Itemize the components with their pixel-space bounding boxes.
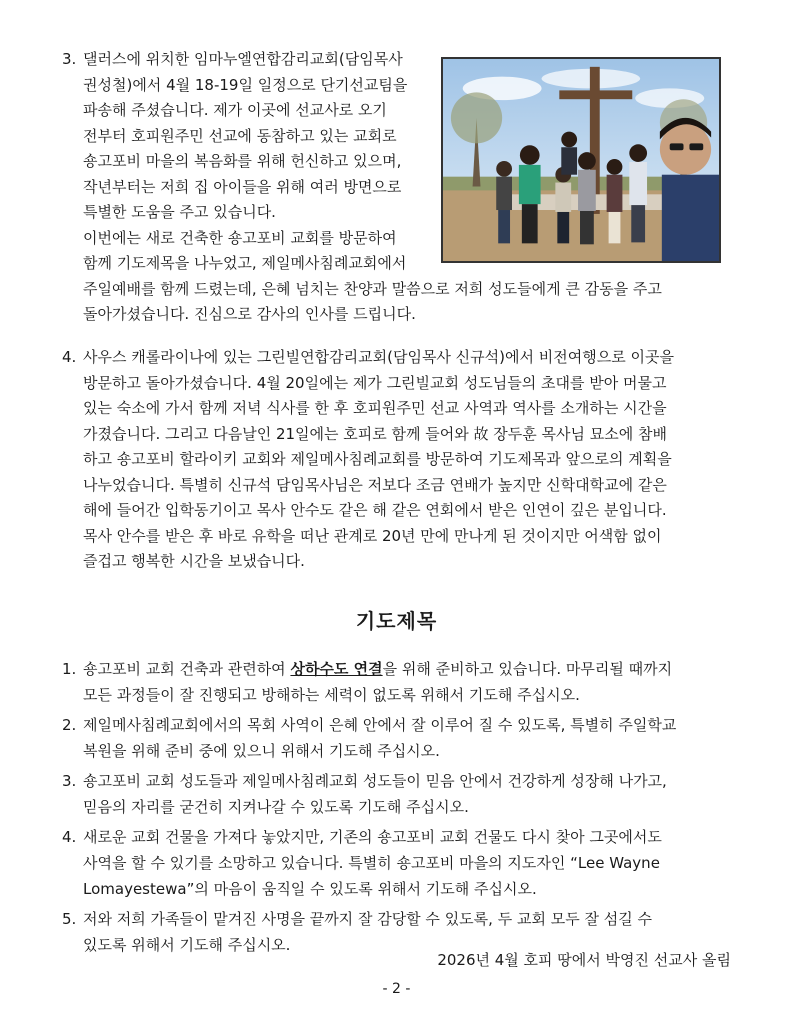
news-item-3-line: 숑고포비 마을의 복음화를 위해 헌신하고 있으며, bbox=[83, 152, 402, 170]
news-item-4-line: 가졌습니다. 그리고 다음날인 21일에는 호피로 함께 들어와 故 장두훈 목사님 묘소에 참배 bbox=[83, 424, 667, 443]
news-item-3-line: 돌아가셨습니다. 진심으로 감사의 인사를 드립니다. bbox=[83, 305, 416, 323]
prayer-item: 2. 제일메사침례교회에서의 목회 사역이 은혜 안에서 잘 이루어 질 수 있도록, 특별히 주일학교 복원을 위해 준비 중에 있으니 위해서 기도해 주십시오. bbox=[62, 712, 734, 764]
page-number: - 2 - bbox=[382, 981, 411, 997]
prayer-item: 4. 새로운 교회 건물을 가져다 놓았지만, 기존의 숑고포비 교회 건물도 다시 찾아 그곳에서도 사역을 할 수 있기를 소망하고 있습니다. 특별히 숑고포비 마을의 지도자인 “Lee Wayne Lomayestewa”의 마음이 움직일 수 있도록 위해서 기도해 주십시오. bbox=[62, 824, 734, 902]
news-item-4-line: 해에 들어간 입학동기이고 목사 안수도 같은 해 같은 연회에서 받은 인연이 깊은 분입니다. bbox=[83, 501, 667, 519]
prayer-item: 1. 숑고포비 교회 건축과 관련하여 상하수도 연결을 위해 준비하고 있습니다. 마무리될 때까지 모든 과정들이 잘 진행되고 방해하는 세력이 없도록 위해서 기도해 주십시오. bbox=[62, 656, 734, 708]
news-item-4-line: 나누었습니다. 특별히 신규석 담임목사님은 저보다 조금 연배가 높지만 신학대학교에 같은 bbox=[83, 475, 667, 494]
prayer-list bbox=[62, 656, 734, 962]
prayer-number: 4. bbox=[62, 828, 77, 846]
news-item-3-line: 특별한 도움을 주고 있습니다. bbox=[83, 203, 276, 221]
news-item-3-line: 권성철)에서 4월 18-19일 일정으로 단기선교팀을 bbox=[83, 75, 408, 94]
news-item-3-line: 함께 기도제목을 나누었고, 제일메사침례교회에서 bbox=[83, 254, 407, 272]
prayer-section-title: 기도제목 bbox=[355, 609, 438, 633]
news-item-3-line: 이번에는 새로 건축한 숑고포비 교회를 방문하여 bbox=[83, 228, 397, 247]
news-item-3-line: 3. 댈러스에 위치한 임마누엘연합감리교회(담임목사 bbox=[62, 47, 734, 73]
news-item-4-line: 하고 숑고포비 할라이키 교회와 제일메사침례교회를 방문하여 기도제목과 앞으로의 계획을 bbox=[83, 450, 672, 468]
news-item-3-line: 작년부터는 저희 집 아이들을 위해 여러 방면으로 bbox=[83, 177, 402, 196]
prayer-item: 3. 숑고포비 교회 성도들과 제일메사침례교회 성도들이 믿음 안에서 건강하게 성장해 나가고, 믿음의 자리를 굳건히 지켜나갈 수 있도록 기도해 주십시오. bbox=[62, 768, 734, 820]
news-item-4 bbox=[62, 345, 734, 575]
prayer-number: 5. bbox=[62, 910, 77, 928]
emphasis-text: 상하수도 연결 bbox=[290, 660, 383, 678]
news-item-3-line: 파송해 주셨습니다. 제가 이곳에 선교사로 오기 bbox=[83, 101, 387, 119]
signature-line: 2026년 4월 호피 땅에서 박영진 선교사 올림 bbox=[437, 951, 731, 969]
item-number: 4. bbox=[62, 348, 77, 366]
prayer-number: 1. bbox=[62, 660, 77, 678]
news-item-4-line: 즐겁고 행복한 시간을 보냈습니다. bbox=[83, 552, 305, 570]
news-item-3-line: 전부터 호피원주민 선교에 동참하고 있는 교회로 bbox=[83, 126, 397, 145]
item-number: 3. bbox=[62, 50, 77, 68]
news-item-3-line: 주일예배를 함께 드렸는데, 은혜 넘치는 찬양과 말씀으로 저희 성도들에게 큰 감동을 주고 bbox=[83, 279, 662, 298]
prayer-item: 5. 저와 저희 가족들이 맡겨진 사명을 끝까지 잘 감당할 수 있도록, 두 교회 모두 잘 섬길 수 있도록 위해서 기도해 주십시오. bbox=[62, 906, 734, 958]
news-item-4-line: 4. 사우스 캐롤라이나에 있는 그린빌연합감리교회(담임목사 신규석)에서 비전여행으로 이곳을 bbox=[62, 345, 734, 371]
prayer-number: 3. bbox=[62, 772, 77, 790]
news-item-4-line: 있는 숙소에 가서 함께 저녁 식사를 한 후 호피원주민 선교 사역과 역사를 소개하는 시간을 bbox=[83, 399, 667, 417]
news-item-3 bbox=[62, 47, 734, 328]
news-item-4-line: 방문하고 돌아가셨습니다. 4월 20일에는 제가 그린빌교회 성도님들의 초대를 받아 머물고 bbox=[83, 373, 667, 392]
news-item-4-line: 목사 안수를 받은 후 바로 유학을 떠난 관계로 20년 만에 만나게 된 것이지만 어색함 없이 bbox=[83, 526, 662, 545]
prayer-number: 2. bbox=[62, 716, 77, 734]
